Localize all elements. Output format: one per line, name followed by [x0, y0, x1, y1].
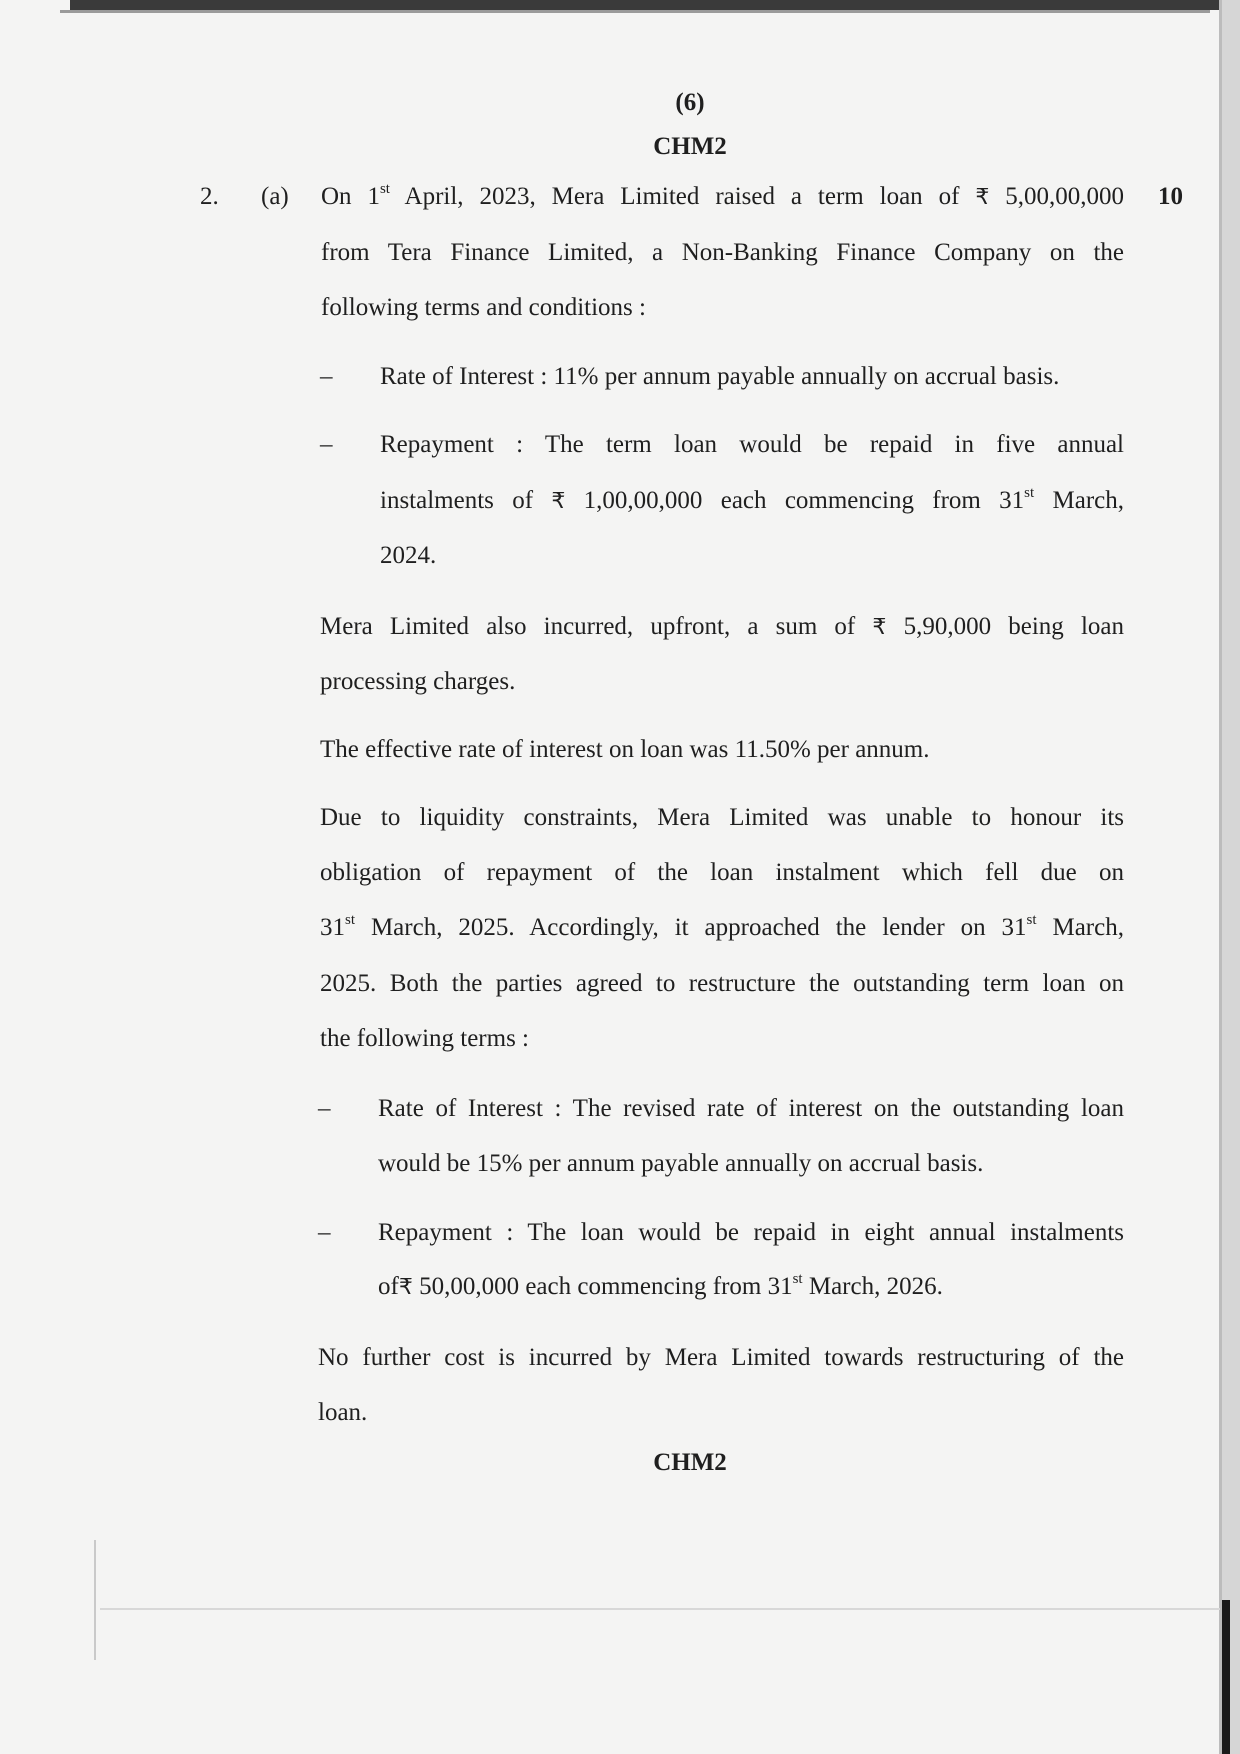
- term2-interest-line-1: Rate of Interest : The revised rate of interest on the outstanding loan: [378, 1095, 1124, 1122]
- term1-repayment-line-1: Repayment : The term loan would be repaid in five annual: [380, 431, 1124, 458]
- processing-line-2: processing charges.: [320, 668, 516, 695]
- liquidity-line-3: 31st March, 2025. Accordingly, it approached the lender on 31st March,: [320, 911, 1124, 941]
- intro-line-1: On 1st April, 2023, Mera Limited raised a term loan of ₹ 5,00,00,000: [321, 180, 1125, 210]
- scan-edge-right: [1222, 0, 1240, 1754]
- scan-left-mark: [94, 1540, 96, 1660]
- term2-interest-line-2: would be 15% per annum payable annually on accrual basis.: [378, 1150, 984, 1177]
- scan-edge-top-shadow: [60, 10, 1210, 13]
- rupee-icon: ₹: [551, 489, 566, 514]
- bullet-dash: –: [320, 363, 333, 390]
- scan-edge-top: [70, 0, 1240, 10]
- page-number: (6): [675, 89, 705, 116]
- rupee-icon: ₹: [872, 615, 887, 640]
- question-part: (a): [261, 183, 289, 210]
- scan-foot-shadow: [100, 1608, 1220, 1610]
- scan-edge-right-dark: [1222, 1600, 1230, 1754]
- final-line-1: No further cost is incurred by Mera Limited towards restructuring of the: [318, 1344, 1124, 1371]
- question-number: 2.: [200, 183, 219, 210]
- bullet-dash: –: [318, 1095, 331, 1122]
- question-marks: 10: [1158, 183, 1183, 210]
- liquidity-line-2: obligation of repayment of the loan instalment which fell due on: [320, 859, 1124, 886]
- paper-code-bottom: CHM2: [653, 1449, 727, 1476]
- rupee-icon: ₹: [398, 1275, 413, 1300]
- paper-code-top: CHM2: [653, 133, 727, 160]
- intro-line-3: following terms and conditions :: [321, 294, 646, 321]
- liquidity-line-1: Due to liquidity constraints, Mera Limited was unable to honour its: [320, 804, 1124, 831]
- bullet-dash: –: [318, 1219, 331, 1246]
- term2-repayment-line-2: of₹ 50,00,000 each commencing from 31st March, 2026.: [378, 1270, 943, 1300]
- bullet-dash: –: [320, 431, 333, 458]
- liquidity-line-5: the following terms :: [320, 1025, 529, 1052]
- term1-repayment-line-2: instalments of ₹ 1,00,00,000 each commencing from 31st March,: [380, 484, 1124, 514]
- term2-repayment-line-1: Repayment : The loan would be repaid in eight annual instalments: [378, 1219, 1124, 1246]
- rupee-icon: ₹: [975, 185, 990, 210]
- liquidity-line-4: 2025. Both the parties agreed to restructure the outstanding term loan on: [320, 970, 1124, 997]
- final-line-2: loan.: [318, 1399, 368, 1426]
- effective-rate-line: The effective rate of interest on loan was 11.50% per annum.: [320, 736, 930, 763]
- intro-line-2: from Tera Finance Limited, a Non-Banking Finance Company on the: [321, 239, 1124, 266]
- term1-repayment-line-3: 2024.: [380, 542, 437, 569]
- processing-line-1: Mera Limited also incurred, upfront, a sum of ₹ 5,90,000 being loan: [320, 613, 1124, 640]
- term1-interest: Rate of Interest : 11% per annum payable annually on accrual basis.: [380, 363, 1060, 390]
